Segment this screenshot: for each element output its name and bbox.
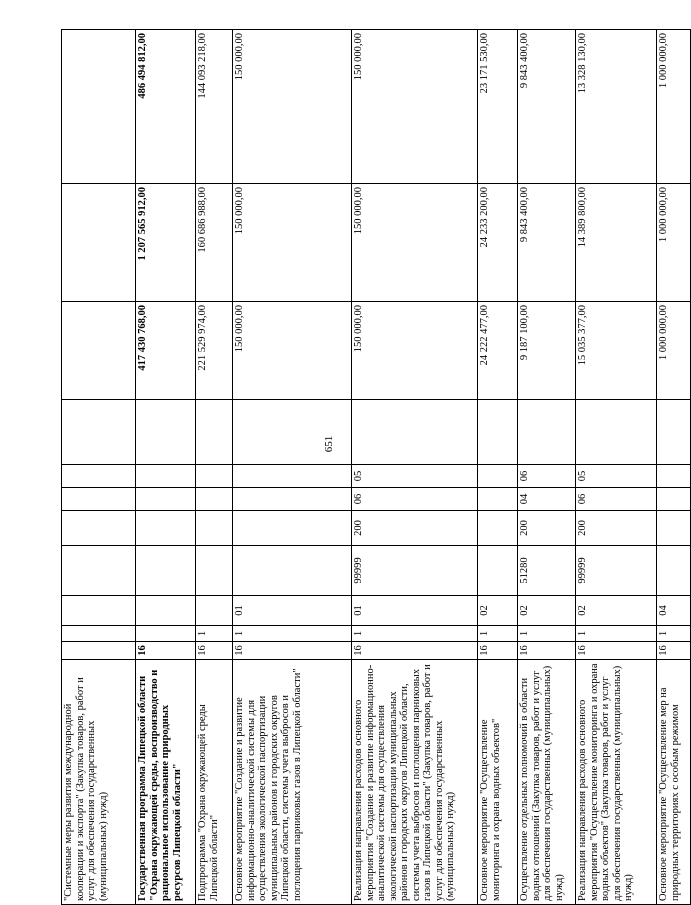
code-c2 [62,626,136,642]
code-c1: 16 [518,642,576,660]
row-name: "Системные меры развития международной кооперации и экспорта" (Закупка товаров, работ и услуг для обеспечения государственных (муниципальных) нужд) [62,660,136,905]
code-c7: 05 [352,465,478,488]
rotated-table-wrapper [61,30,681,905]
row-name: Реализация направления расходов основного мероприятия "Создание и развитие информационно-аналитической системы для осуществления экологической паспортизации муниципальных районов и городских округов Липецкой области, системы учета выбросов и поглощения парниковых газов в Липецкой области" (Закупка товаров, работ и услуг для обеспечения государственных (муниципальных) нужд) [352,660,478,905]
code-c5: 200 [352,511,478,546]
code-c1: 16 [352,642,478,660]
table-row [62,30,136,905]
code-c8 [62,400,136,465]
code-c6 [657,488,691,511]
amount-y2: 1 207 565 912,00 [136,184,196,302]
code-c7: 05 [576,465,657,488]
code-c4 [657,546,691,596]
code-c1 [62,642,136,660]
code-c7 [196,465,233,488]
code-c8 [233,400,352,465]
code-c4 [136,546,196,596]
code-c5 [136,511,196,546]
amount-y2: 14 389 800,00 [576,184,657,302]
amount-y1: 417 430 768,00 [136,302,196,400]
amount-y3: 13 328 130,00 [576,30,657,184]
code-c5 [657,511,691,546]
table-row [518,30,576,905]
amount-y1: 221 529 974,00 [196,302,233,400]
code-c3: 01 [233,596,352,626]
code-c4: 99999 [576,546,657,596]
row-name: Осуществление отдельных полномочий в области водных отношений (Закупка товаров, работ и услуг для обеспечения государственных (муниципальных) нужд) [518,660,576,905]
amount-y3: 150 000,00 [352,30,478,184]
code-c8 [518,400,576,465]
code-c4: 51280 [518,546,576,596]
code-c6 [196,488,233,511]
code-c2: 1 [352,626,478,642]
code-c4 [478,546,518,596]
code-c5 [62,511,136,546]
code-c5 [478,511,518,546]
code-c6: 06 [352,488,478,511]
amount-y1: 9 187 100,00 [518,302,576,400]
code-c1: 16 [136,642,196,660]
amount-y3: 144 093 218,00 [196,30,233,184]
code-c8 [657,400,691,465]
code-c2 [136,626,196,642]
budget-table-body [62,30,691,905]
row-name: Основное мероприятие "Осуществление мер на природных территориях с особым режимом [657,660,691,905]
code-c4 [233,546,352,596]
amount-y2: 24 233 200,00 [478,184,518,302]
code-c8 [352,400,478,465]
code-c3: 02 [478,596,518,626]
code-c2: 1 [657,626,691,642]
code-c7 [233,465,352,488]
table-row [478,30,518,905]
code-c7 [657,465,691,488]
code-c8 [576,400,657,465]
code-c7: 06 [518,465,576,488]
code-c3 [62,596,136,626]
amount-y2: 160 686 988,00 [196,184,233,302]
amount-y3: 23 171 530,00 [478,30,518,184]
code-c4 [62,546,136,596]
code-c5: 200 [576,511,657,546]
code-c7 [478,465,518,488]
amount-y1: 1 000 000,00 [657,302,691,400]
amount-y2: 1 000 000,00 [657,184,691,302]
code-c3: 02 [518,596,576,626]
row-name: Реализация направления расходов основного мероприятия "Осуществление мониторинга и охрана водных объектов" (Закупка товаров, работ и услуг для обеспечения государственных (муниципальных) нужд) [576,660,657,905]
code-c1: 16 [233,642,352,660]
code-c2: 1 [233,626,352,642]
code-c3 [196,596,233,626]
code-c8 [196,400,233,465]
table-row [233,30,352,905]
code-c1: 16 [657,642,691,660]
code-c6 [62,488,136,511]
amount-y3 [62,30,136,184]
code-c2: 1 [518,626,576,642]
code-c5 [233,511,352,546]
amount-y1: 24 222 477,00 [478,302,518,400]
amount-y1: 150 000,00 [233,302,352,400]
amount-y2 [62,184,136,302]
amount-y3: 486 494 812,00 [136,30,196,184]
row-name: Государственная программа Липецкой области "Охрана окружающей среды, воспроизводство и рациональное использование природных ресурсов Липецкой области" [136,660,196,905]
code-c6 [478,488,518,511]
code-c1: 16 [576,642,657,660]
amount-y1: 150 000,00 [352,302,478,400]
code-c5 [196,511,233,546]
code-c3 [136,596,196,626]
amount-y3: 150 000,00 [233,30,352,184]
amount-y3: 9 843 400,00 [518,30,576,184]
table-row [576,30,657,905]
row-name: Подпрограмма "Охрана окружающей среды Липецкой области" [196,660,233,905]
code-c2: 1 [196,626,233,642]
row-name: Основное мероприятие "Создание и развитие информационно-аналитической системы для осуществления экологической паспортизации муниципальных районов и городских округов Липецкой области, системы учета выбросов и поглощения парниковых газов в Липецкой области" [233,660,352,905]
amount-y2: 150 000,00 [352,184,478,302]
code-c6 [136,488,196,511]
table-row [136,30,196,905]
amount-y1: 15 035 377,00 [576,302,657,400]
code-c1: 16 [196,642,233,660]
code-c3: 02 [576,596,657,626]
code-c6 [233,488,352,511]
code-c3: 04 [657,596,691,626]
code-c8 [478,400,518,465]
table-row [196,30,233,905]
code-c2: 1 [576,626,657,642]
table-row [352,30,478,905]
code-c6: 04 [518,488,576,511]
code-c4 [196,546,233,596]
code-c4: 99999 [352,546,478,596]
table-row [657,30,691,905]
code-c3: 01 [352,596,478,626]
code-c1: 16 [478,642,518,660]
code-c8 [136,400,196,465]
amount-y2: 9 843 400,00 [518,184,576,302]
budget-table [61,29,691,905]
amount-y1 [62,302,136,400]
code-c5: 200 [518,511,576,546]
page-number: 651 [323,435,335,453]
amount-y2: 150 000,00 [233,184,352,302]
amount-y3: 1 000 000,00 [657,30,691,184]
code-c6: 06 [576,488,657,511]
code-c7 [62,465,136,488]
row-name: Основное мероприятие "Осуществление мониторинга и охрана водных объектов" [478,660,518,905]
code-c7 [136,465,196,488]
code-c2: 1 [478,626,518,642]
